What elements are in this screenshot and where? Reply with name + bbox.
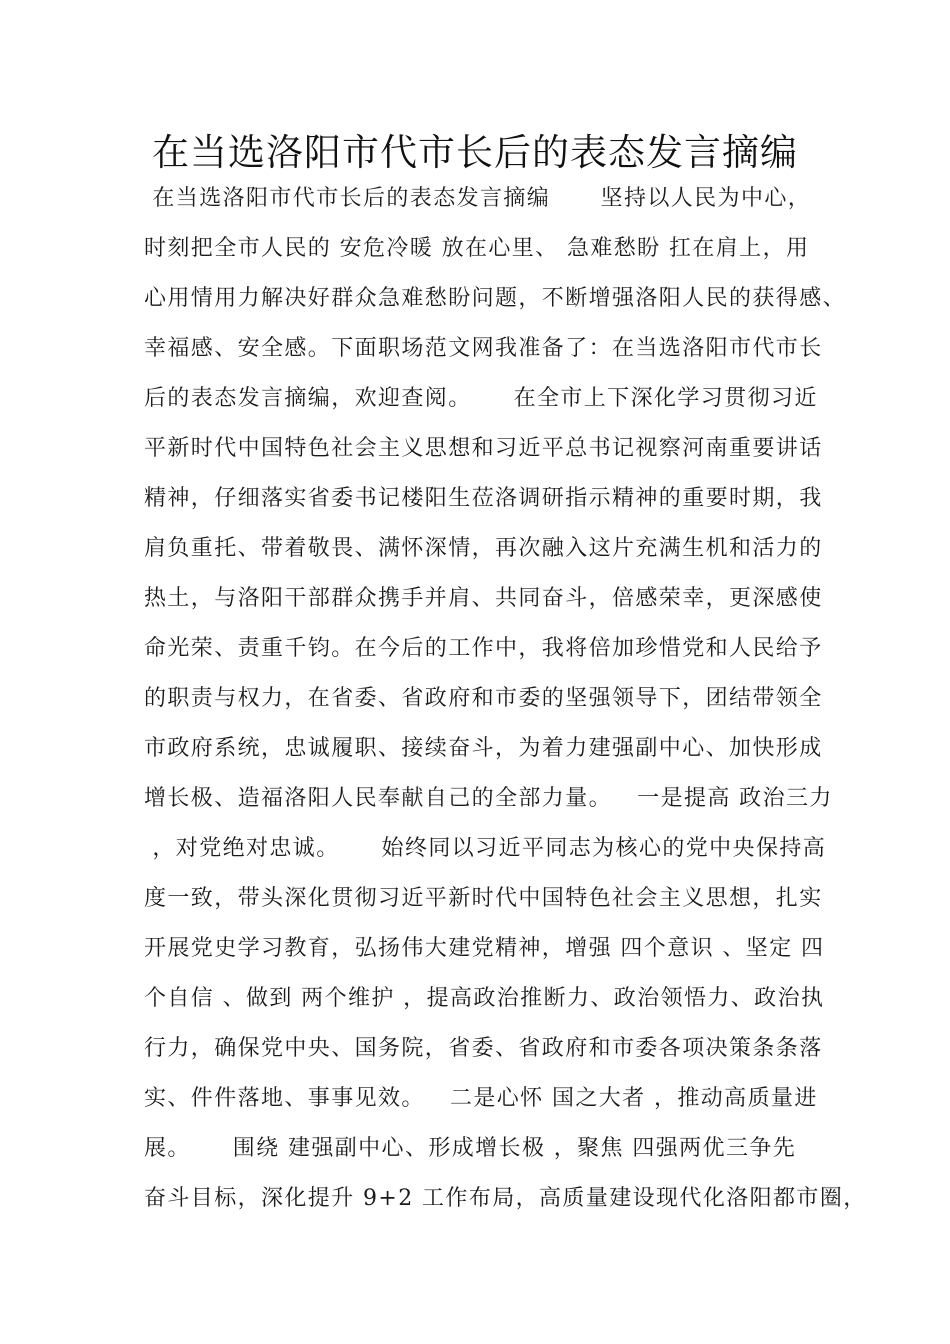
body-line: 的职责与权力，在省委、省政府和市委的坚强领导下，团结带领全 [144, 686, 823, 711]
body-line: 幸福感、安全感。下面职场范文网我准备了：在当选洛阳市代市长 [144, 336, 823, 361]
body-line: 行力，确保党中央、国务院，省委、省政府和市委各项决策条条落 [144, 1036, 823, 1061]
body-line: ，对党绝对忠诚。 始终同以习近平同志为核心的党中央保持高 [144, 836, 827, 861]
body-line: 度一致，带头深化贯彻习近平新时代中国特色社会主义思想，扎实 [144, 886, 823, 911]
body-line: 市政府系统，忠诚履职、接续奋斗，为着力建强副中心、加快形成 [144, 736, 823, 761]
body-line: 时刻把全市人民的 安危冷暖 放在心里、 急难愁盼 扛在肩上，用 [144, 236, 810, 261]
body-line: 精神，仔细落实省委书记楼阳生莅洛调研指示精神的重要时期，我 [144, 486, 823, 511]
body-line: 开展党史学习教育，弘扬伟大建党精神，增强 四个意识 、坚定 四 [144, 936, 825, 961]
body-line: 肩负重托、带着敬畏、满怀深情，再次融入这片充满生机和活力的 [144, 536, 823, 561]
body-line: 展。 围绕 建强副中心、形成增长极 ，聚焦 四强两优三争先 [144, 1136, 797, 1161]
body-line: 个自信 、做到 两个维护 ，提高政治推断力、政治领悟力、政治执 [144, 986, 825, 1011]
document-title: 在当选洛阳市代市长后的表态发言摘编 [152, 131, 798, 174]
body-line: 平新时代中国特色社会主义思想和习近平总书记视察河南重要讲话 [144, 436, 823, 461]
body-line: 增长极、造福洛阳人民奉献自己的全部力量。 一是提高 政治三力 [144, 786, 833, 811]
body-line: 后的表态发言摘编，欢迎查阅。 在全市上下深化学习贯彻习近 [144, 386, 818, 411]
body-line: 心用情用力解决好群众急难愁盼问题，不断增强洛阳人民的获得感、 [144, 286, 847, 311]
body-line: 热土，与洛阳干部群众携手并肩、共同奋斗，倍感荣幸，更深感使 [144, 586, 823, 611]
body-line: 实、件件落地、事事见效。 二是心怀 国之大者 ，推动高质量进 [144, 1086, 818, 1111]
body-line: 奋斗目标，深化提升 9+2 工作布局，高质量建设现代化洛阳都市圈， [144, 1186, 867, 1211]
body-line: 在当选洛阳市代市长后的表态发言摘编 坚持以人民为中心， [144, 186, 812, 211]
body-line: 命光荣、责重千钧。在今后的工作中，我将倍加珍惜党和人民给予 [144, 636, 823, 661]
